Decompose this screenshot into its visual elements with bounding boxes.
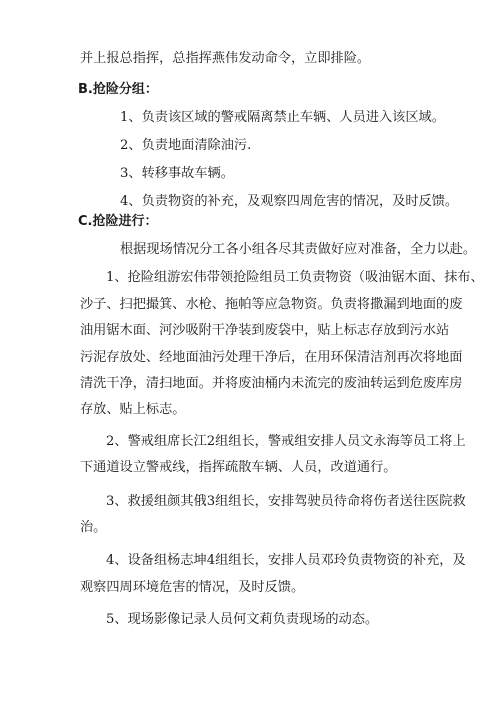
para1-line-4: 污泥存放处、经地面油污处理干净后，在用环保清洁剂再次将地面 [80, 350, 463, 365]
para1-line-2: 沙子、扫把撮箕、水枪、拖帕等应急物资。负责将撒漏到地面的废 [80, 297, 463, 312]
para1-line-3: 油用锯木面、河沙吸附干净装到废袋中，贴上标志存放到污水站 [80, 323, 450, 338]
para1-line-5: 清洗干净，清扫地面。并将废油桶内未流完的废油转运到危废库房 [80, 376, 463, 391]
section-c-intro: 根据现场情况分工各小组各尽其责做好应对准备，全力以赴。 [120, 242, 477, 257]
para3-line-1: 3、救援组颜其俄3组组长，安排驾驶员待命将伤者送往医院救 [106, 494, 466, 509]
section-b-heading: B.抢险分组： [78, 82, 158, 97]
para5-line: 5、现场影像记录人员何文莉负责现场的动态。 [106, 612, 379, 627]
section-b-item-3: 3、转移事故车辆。 [120, 166, 234, 181]
para2-line-2: 下通道设立警戒线，指挥疏散车辆、人员，改道通行。 [80, 460, 397, 475]
section-b-item-1: 1、负责该区域的警戒隔离禁止车辆、人员进入该区域。 [120, 110, 445, 125]
para1-line-1: 1、抢险组游宏伟带领抢险组员工负责物资（吸油锯木面、抹布、 [106, 270, 484, 285]
section-b-item-2: 2、负责地面清除油污. [120, 138, 252, 153]
continuation-line: 并上报总指挥，总指挥燕伟发动命令，立即排险。 [80, 51, 371, 66]
para3-line-2: 治。 [80, 520, 107, 535]
para1-line-6: 存放、贴上标志。 [80, 402, 186, 417]
para2-line-1: 2、警戒组席长江2组组长，警戒组安排人员文永海等员工将上 [106, 434, 466, 449]
section-b-item-4: 4、负责物资的补充，及观察四周危害的情况，及时反馈。 [120, 194, 459, 209]
para4-line-2: 观察四周环境危害的情况，及时反馈。 [80, 580, 305, 595]
para4-line-1: 4、设备组杨志坤4组组长，安排人员邓玲负责物资的补充，及 [106, 553, 466, 568]
section-c-heading: C.抢险进行： [78, 214, 158, 229]
